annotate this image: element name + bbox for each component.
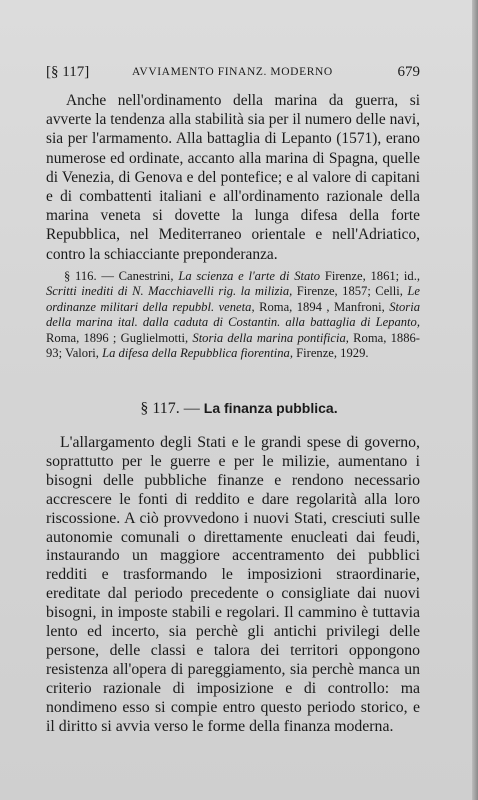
note-title: Storia della marina pontificia, xyxy=(192,330,349,345)
paragraph-navy: Anche nell'ordinamento della marina da guerra, si avverte la tendenza alla stabilità sia per il numero delle navi, sia per l'armamento. Alla battaglia di Lepanto (1571), erano numerose ed ordinate, accanto alla marina di Spagna, quelle di Venezia, di Genova e del pontefice; e al valore di capitani e di combattenti italiani e all'ordinamento razionale della marina veneta si dovette la lunga difesa della forte Repubblica, nel Mediterraneo orientale e nell'Adriatico, contro la schiacciante preponderanza. xyxy=(46,92,420,263)
note-text: § 116. — Canestrini, xyxy=(64,269,179,283)
page-number: 679 xyxy=(397,64,420,80)
running-header xyxy=(46,64,420,84)
note-title: Scritti inediti di N. Macchiavelli rig. la milizia, xyxy=(46,284,293,299)
section-heading xyxy=(0,400,478,418)
note-title: Le ordinanze militari della repubbl. veneta, xyxy=(46,284,420,314)
note-text: Roma, 1894 , Manfroni, xyxy=(254,299,390,314)
note-text: Firenze, 1861; id., xyxy=(320,269,420,283)
note-title: La scienza e l'arte di Stato xyxy=(178,269,321,283)
note-title: La difesa della Repubblica fiorentina, xyxy=(102,346,293,361)
note-text: Firenze, 1929. xyxy=(292,346,369,361)
note-text: Roma, 1886-93; Valori, xyxy=(46,330,420,361)
note-text: Roma, 1896 ; Guglielmotti, xyxy=(46,330,193,345)
bibliography-note xyxy=(46,269,420,361)
note-text: Firenze, 1857; Celli, xyxy=(292,284,408,299)
paragraph-public-finance: L'allargamento degli Stati e le grandi spese di governo, soprattutto per le guerre e per le milizie, aumentano i bisogni delle pubbliche finanze e rendono necessario accrescere le fonti di reddito e dare regolarità alla loro riscossione. A ciò provvedono i nuovi Stati, cresciuti sulle autonomie comunali o direttamente enucleati dai feudi, instaurando un maggiore accentramento dei pubblici redditi e trasformando le imposizioni straordinarie, ereditate dal periodo precedente o consigliate dai nuovi bisogni, in imposte stabili e regolari. Il cammino è tuttavia lento ed incerto, sia perchè gli antichi privilegi delle persone, delle classi e talora dei territori oppongono resistenza all'opera di pareggiamento, sia perchè manca un criterio razionale di imposizione e di controllo: ma nondimeno esso si compie entro questo periodo storico, e il diritto si avvia verso le forme della finanza moderna. xyxy=(46,434,420,735)
section-heading-title: La finanza pubblica. xyxy=(203,400,338,416)
note-title: Storia della marina ital. dalla caduta di Costantin. alla battaglia di Lepanto, xyxy=(46,299,420,330)
section-heading-number: § 117. — xyxy=(140,400,204,417)
header-section-number: [§ 117] xyxy=(46,64,90,80)
header-running-title: AVVIAMENTO FINANZ. MODERNO xyxy=(132,66,333,78)
